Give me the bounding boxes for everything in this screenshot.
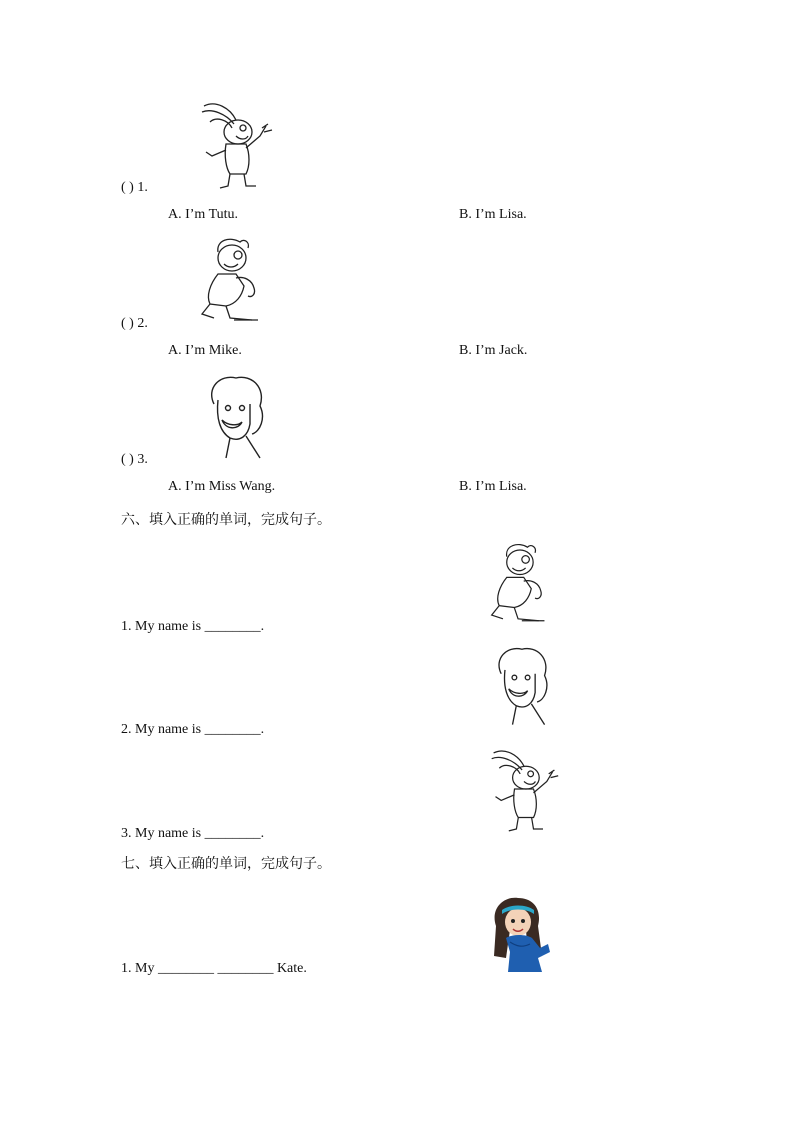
section-heading: 六、填入正确的单词，完成句子。 [121,512,331,528]
option-a[interactable]: A. I’m Mike. [168,343,242,358]
sentence-blank[interactable]: 1. My name is ________. [121,619,265,634]
option-b[interactable]: B. I’m Jack. [459,343,528,358]
option-b[interactable]: B. I’m Lisa. [459,479,527,494]
boy-drawing-icon [196,234,266,326]
sentence-blank[interactable]: 3. My name is ________. [121,826,265,841]
question-number: ( ) 2. [121,316,148,331]
sentence-blank[interactable]: 2. My name is ________. [121,722,265,737]
section-heading: 七、填入正确的单词，完成句子。 [121,856,331,872]
woman-drawing-icon [200,374,270,460]
option-b[interactable]: B. I’m Lisa. [459,207,527,222]
option-a[interactable]: A. I’m Tutu. [168,207,239,222]
tutu-rabbit-icon [196,98,276,192]
option-a[interactable]: A. I’m Miss Wang. [168,479,276,494]
girl-kate-icon [486,896,556,974]
question-number: ( ) 1. [121,180,148,195]
tutu-rabbit-icon [486,744,562,836]
woman-drawing-icon [488,644,554,728]
sentence-blank[interactable]: 1. My ________ ________ Kate. [121,961,307,976]
question-number: ( ) 3. [121,452,148,467]
boy-drawing-icon [486,538,552,628]
